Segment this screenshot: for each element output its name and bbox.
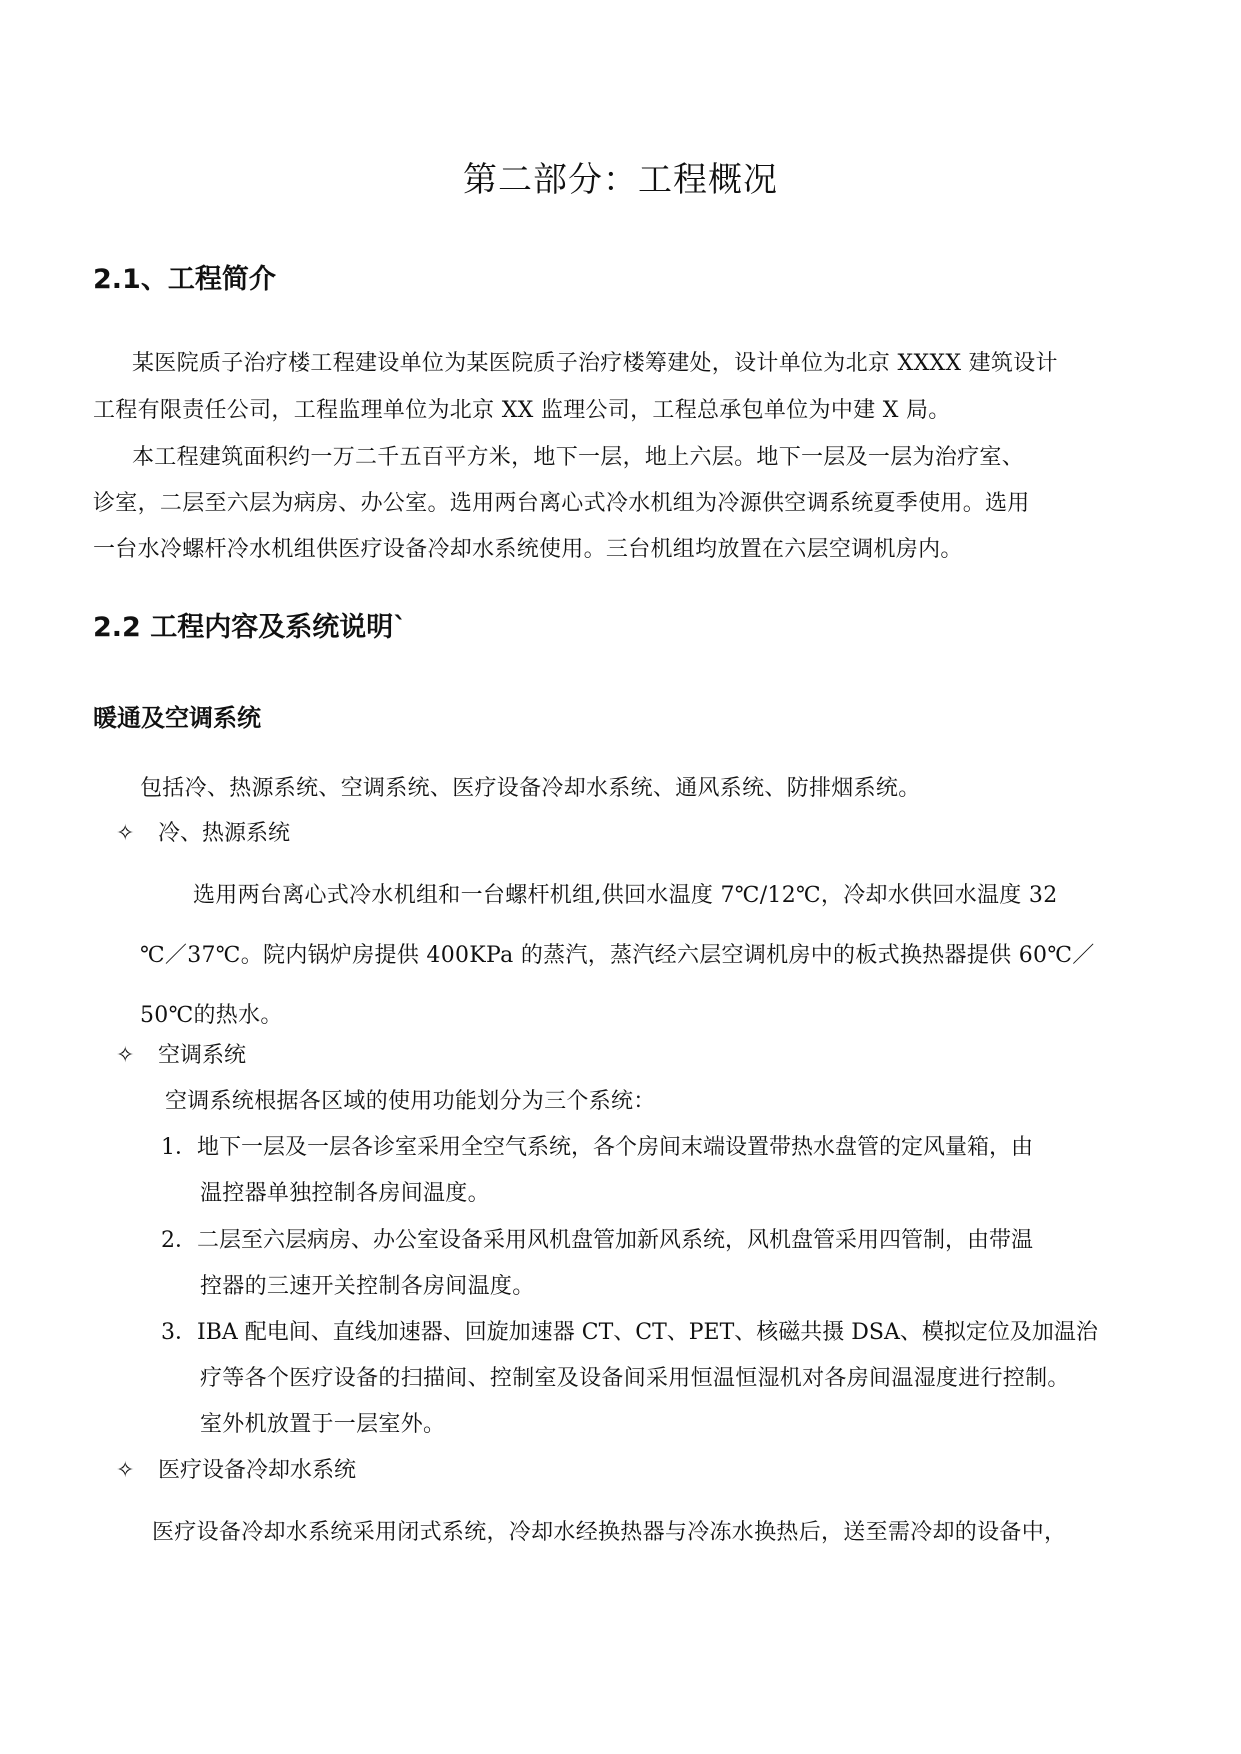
paragraph-line: 50℃的热水。 xyxy=(140,1003,283,1028)
list-item-continuation: 温控器单独控制各房间温度。 xyxy=(200,1181,490,1206)
list-item-continuation: 控器的三速开关控制各房间温度。 xyxy=(200,1274,535,1299)
page-title: 第二部分：工程概况 xyxy=(463,160,778,200)
paragraph-line: 医疗设备冷却水系统采用闭式系统，冷却水经换热器与冷冻水换热后，送至需冷却的设备中， xyxy=(152,1520,1067,1545)
list-item-continuation: 室外机放置于一层室外。 xyxy=(200,1412,446,1437)
bullet-item-cooling-water xyxy=(116,1455,356,1487)
diamond-star-icon: ✧ xyxy=(116,1043,135,1068)
list-item: 3．IBA 配电间、直线加速器、回旋加速器 CT、CT、PET、核磁共摄 DSA、模拟定位及加温治 xyxy=(161,1320,1098,1345)
bullet-item-air-conditioning xyxy=(116,1040,246,1072)
list-item-continuation: 疗等各个医疗设备的扫描间、控制室及设备间采用恒温恒湿机对各房间温湿度进行控制。 xyxy=(200,1366,1070,1391)
paragraph-line: 一台水冷螺杆冷水机组供医疗设备冷却水系统使用。三台机组均放置在六层空调机房内。 xyxy=(93,537,963,562)
paragraph-line: 工程有限责任公司，工程监理单位为北京 XX 监理公司，工程总承包单位为中建 X 局。 xyxy=(93,398,951,423)
bullet-label: 冷、热源系统 xyxy=(158,821,291,846)
bullet-label: 空调系统 xyxy=(158,1043,247,1068)
diamond-star-icon: ✧ xyxy=(116,1458,135,1483)
paragraph-line: 选用两台离心式冷水机组和一台螺杆机组,供回水温度 7℃/12℃，冷却水供回水温度 32 xyxy=(193,883,1058,908)
subsection-heading-hvac: 暖通及空调系统 xyxy=(93,704,261,732)
section-heading-2-1: 2.1、工程简介 xyxy=(93,264,276,295)
paragraph-line: 某医院质子治疗楼工程建设单位为某医院质子治疗楼筹建处，设计单位为北京 XXXX 建筑设计 xyxy=(132,351,1058,376)
diamond-star-icon: ✧ xyxy=(116,821,135,846)
section-heading-2-2: 2.2 工程内容及系统说明` xyxy=(93,612,407,643)
list-item: 2．二层至六层病房、办公室设备采用风机盘管加新风系统，风机盘管采用四管制，由带温 xyxy=(161,1228,1034,1253)
bullet-item-heat-source xyxy=(116,818,290,850)
list-item: 1．地下一层及一层各诊室采用全空气系统，各个房间末端设置带热水盘管的定风量箱，由 xyxy=(161,1135,1034,1160)
bullet-label: 医疗设备冷却水系统 xyxy=(158,1458,357,1483)
paragraph-line: 诊室，二层至六层为病房、办公室。选用两台离心式冷水机组为冷源供空调系统夏季使用。选用 xyxy=(93,491,1030,516)
paragraph-line: 本工程建筑面积约一万二千五百平方米，地下一层，地上六层。地下一层及一层为治疗室、 xyxy=(132,445,1025,470)
paragraph-line: ℃／37℃。院内锅炉房提供 400KPa 的蒸汽，蒸汽经六层空调机房中的板式换热器提供 60℃／ xyxy=(140,943,1095,968)
paragraph-line: 空调系统根据各区域的使用功能划分为三个系统： xyxy=(165,1089,656,1114)
paragraph-line: 包括冷、热源系统、空调系统、医疗设备冷却水系统、通风系统、防排烟系统。 xyxy=(140,776,921,801)
